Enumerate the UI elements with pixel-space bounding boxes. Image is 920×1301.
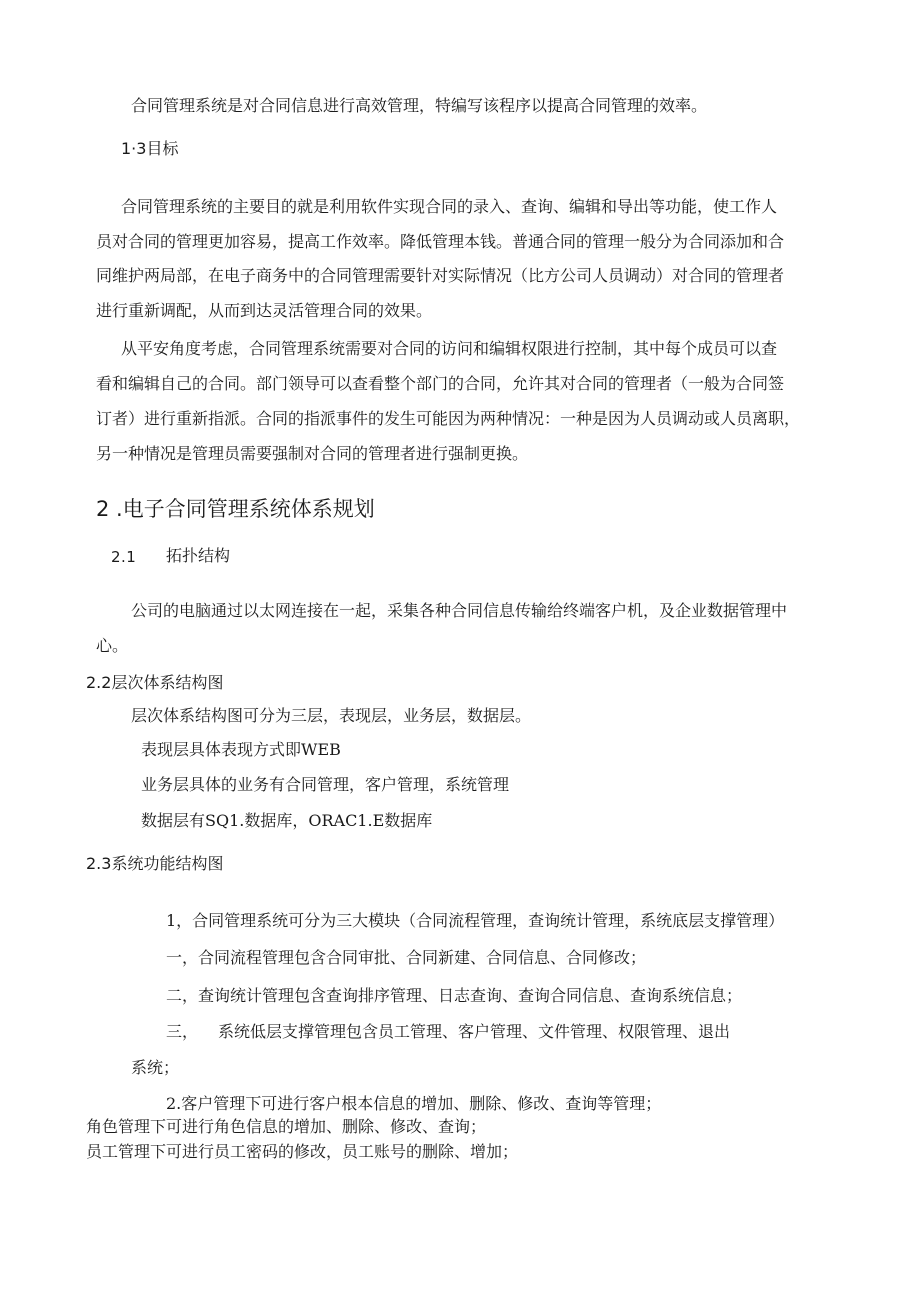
section-2-heading: 2 .电子合同管理系统体系规划 [96,497,375,521]
section-2-2-heading: 2.2层次体系结构图 [86,673,224,692]
layer-line: 数据层有SQ1.数据库，ORAC1.E数据库 [141,811,433,830]
security-line: 订者）进行重新指派。合同的指派事件的发生可能因为两种情况：一种是因为人员调动或人员离职， [96,409,801,428]
intro-paragraph: 合同管理系统是对合同信息进行高效管理，特编写该程序以提高合同管理的效率。 [131,96,708,115]
security-line: 看和编辑自己的合同。部门领导可以查看整个部门的合同，允许其对合同的管理者（一般为合同签 [96,374,785,393]
function-line: 系统低层支撑管理包含员工管理、客户管理、文件管理、权限管理、退出 [218,1022,731,1041]
topology-line: 公司的电脑通过以太网连接在一起，采集各种合同信息传输给终端客户机，及企业数据管理中 [131,601,788,620]
function-line: 2.客户管理下可进行客户根本信息的增加、删除、修改、查询等管理； [166,1094,662,1113]
layer-line: 表现层具体表现方式即WEB [141,740,341,759]
section-2-3-heading: 2.3系统功能结构图 [86,854,224,873]
section-2-1-title: 拓扑结构 [166,546,231,565]
goal-line: 员对合同的管理更加容易，提高工作效率。降低管理本钱。普通合同的管理一般分为合同添加和合 [96,232,785,251]
section-1-3-heading: 1·3目标 [121,139,179,158]
topology-line: 心。 [96,636,129,655]
function-line: 一，合同流程管理包含合同审批、合同新建、合同信息、合同修改； [166,948,647,967]
function-line: 二，查询统计管理包含查询排序管理、日志查询、查询合同信息、查询系统信息； [166,986,743,1005]
function-line: 员工管理下可进行员工密码的修改，员工账号的删除、增加； [86,1142,519,1161]
goal-line: 合同管理系统的主要目的就是利用软件实现合同的录入、查询、编辑和导出等功能，使工作人 [121,197,778,216]
function-line: 角色管理下可进行角色信息的增加、删除、修改、查询； [86,1117,487,1136]
function-line: 三， [166,1022,199,1041]
layer-line: 层次体系结构图可分为三层，表现层，业务层，数据层。 [131,706,532,725]
security-line: 从平安角度考虑，合同管理系统需要对合同的访问和编辑权限进行控制，其中每个成员可以查 [121,339,778,358]
goal-line: 同维护两局部，在电子商务中的合同管理需要针对实际情况（比方公司人员调动）对合同的管理者 [96,266,785,285]
layer-line: 业务层具体的业务有合同管理，客户管理，系统管理 [141,775,510,794]
goal-line: 进行重新调配，从而到达灵活管理合同的效果。 [96,301,433,320]
function-line: 1，合同管理系统可分为三大模块（合同流程管理，查询统计管理，系统底层支撑管理） [166,911,785,930]
function-line: 系统； [131,1058,180,1077]
section-2-1-number: 2.1 [111,548,137,566]
security-line: 另一种情况是管理员需要强制对合同的管理者进行强制更换。 [96,444,529,463]
